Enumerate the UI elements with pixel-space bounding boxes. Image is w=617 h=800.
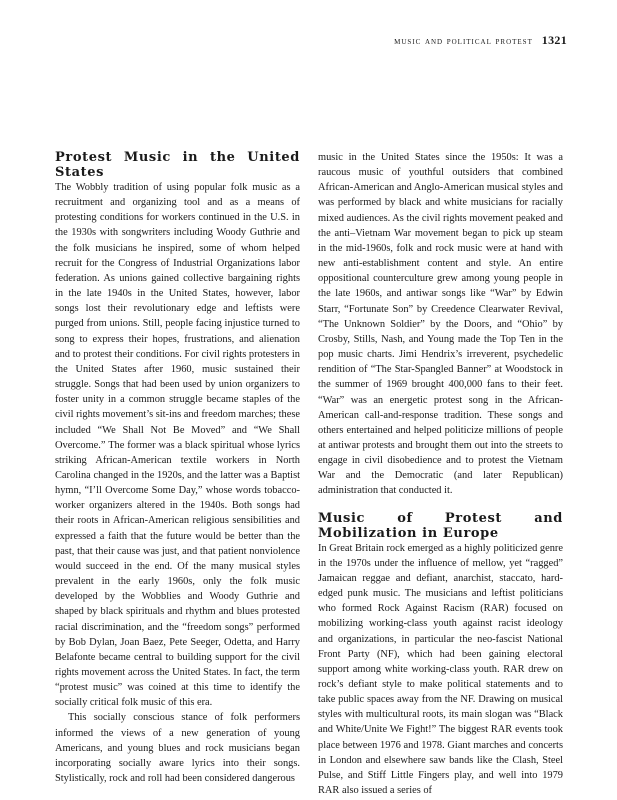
running-head bbox=[394, 33, 567, 48]
section-heading-europe: Music of Protest and Mobilization in Europe bbox=[318, 510, 563, 541]
running-title: music and political protest bbox=[394, 36, 533, 47]
right-column bbox=[318, 150, 563, 798]
page-number: 1321 bbox=[541, 33, 567, 47]
section-heading-us: Protest Music in the United States bbox=[55, 150, 300, 180]
left-column bbox=[55, 150, 300, 786]
body-paragraph: The Wobbly tradition of using popular folk music as a recruitment and organizing tool and as a means of protesting conditions for workers continued in the U.S. in the 1930s with songwriters including Woody Guthrie and the folk musicians he inspired, some of whom helped recruit for the Congress of Industrial Organizations labor federation. As unions gained collective bargaining rights in the late 1940s in the United States, however, labor songs lost their revolutionary edge and leftists were purged from unions. Still, people facing injustice turned to song to express their hopes, frustrations, and alienation and to protest their conditions. For civil rights protesters in the United States after 1960, music sustained their struggle. Songs that had been used by union organizers to foster unity in a common struggle became staples of the civil rights movement’s sit-ins and freedom marches; these included “We Shall Not Be Moved” and “We Shall Overcome.” The former was a black spiritual whose lyrics striking African-American textile workers in North Carolina changed in the 1920s, and the latter was a Baptist hymn, “I’ll Overcome Some Day,” whose words tobacco-worker organizers altered in the 1940s. Both songs had their roots in African-American religious sensibilities and expressed a faith that the future would be better than the past, that their cause was just, and that patient nonviolence would succeed in the end. Of the many musical styles prevalent in the early 1960s, only the folk music developed by the Wobblies and Woody Guthrie and shaped by black spirituals and rhythm and blues protested racial discrimination, and the “freedom songs” performed by Bob Dylan, Joan Baez, Pete Seeger, Odetta, and Harry Belafonte became central to building support for the civil rights movement across the United States. In fact, the term “protest music” was coined at this time to identify the socially critical folk music of this era. bbox=[55, 182, 300, 709]
body-paragraph: music in the United States since the 1950s: It was a raucous music of youthful outsiders that combined African-American and Anglo-American musical styles and was performed by black and white musicians for racially mixed audiences. As the civil rights movement peaked and the anti–Vietnam War movement began to pick up steam in the mid-1960s, folk and rock music were at hand with new anti-establishment content and style. An entire oppositional counterculture grew among young people in the late 1960s, and antiwar songs like “War” by Edwin Starr, “Fortunate Son” by Creedence Clearwater Revival, “The Unknown Soldier” by the Doors, and “Ohio” by Crosby, Stills, Nash, and Young made the Top Ten in the pop music charts. Jimi Hendrix’s irreverent, psychedelic rendition of “The Star-Spangled Banner” at Woodstock in the summer of 1969 brought 400,000 fans to their feet. “War” was an energetic protest song in the African-American call-and-response tradition. These songs and others entertained and helped politicize millions of people at antiwar protests and brought them out into the streets to engage in civil disobedience and to protest the Vietnam War and the Democratic (and later Republican) administration that conducted it. bbox=[318, 152, 563, 497]
body-paragraph: This socially conscious stance of folk performers informed the views of a new generation of young Americans, and young blues and rock musicians began incorporating socially aware lyrics into their songs. Stylistically, rock and roll had been considered dangerous bbox=[55, 712, 300, 785]
body-paragraph: In Great Britain rock emerged as a highly politicized genre in the 1970s under the influence of mellow, yet “ragged” Jamaican reggae and defiant, anarchist, staccato, hard-edged punk music. The musicians and leftist politicians who formed Rock Against Racism (RAR) focused on mobilizing working-class youth against racist ideology and organizations, in particular the neo-fascist National Front Party (NF), which had been gaining electoral support among white working-class youth. RAR drew on rock’s defiant style to make political statements and to take public spaces away from the NF. Drawing on musical styles with multicultural roots, its main slogan was “Black and White/Unite We Fight!” The biggest RAR events took place between 1976 and 1978. Giant marches and concerts in London and elsewhere saw bands like the Clash, Steel Pulse, and Stiff Little Fingers play, and well into 1979 RAR also issued a series of bbox=[318, 542, 563, 797]
